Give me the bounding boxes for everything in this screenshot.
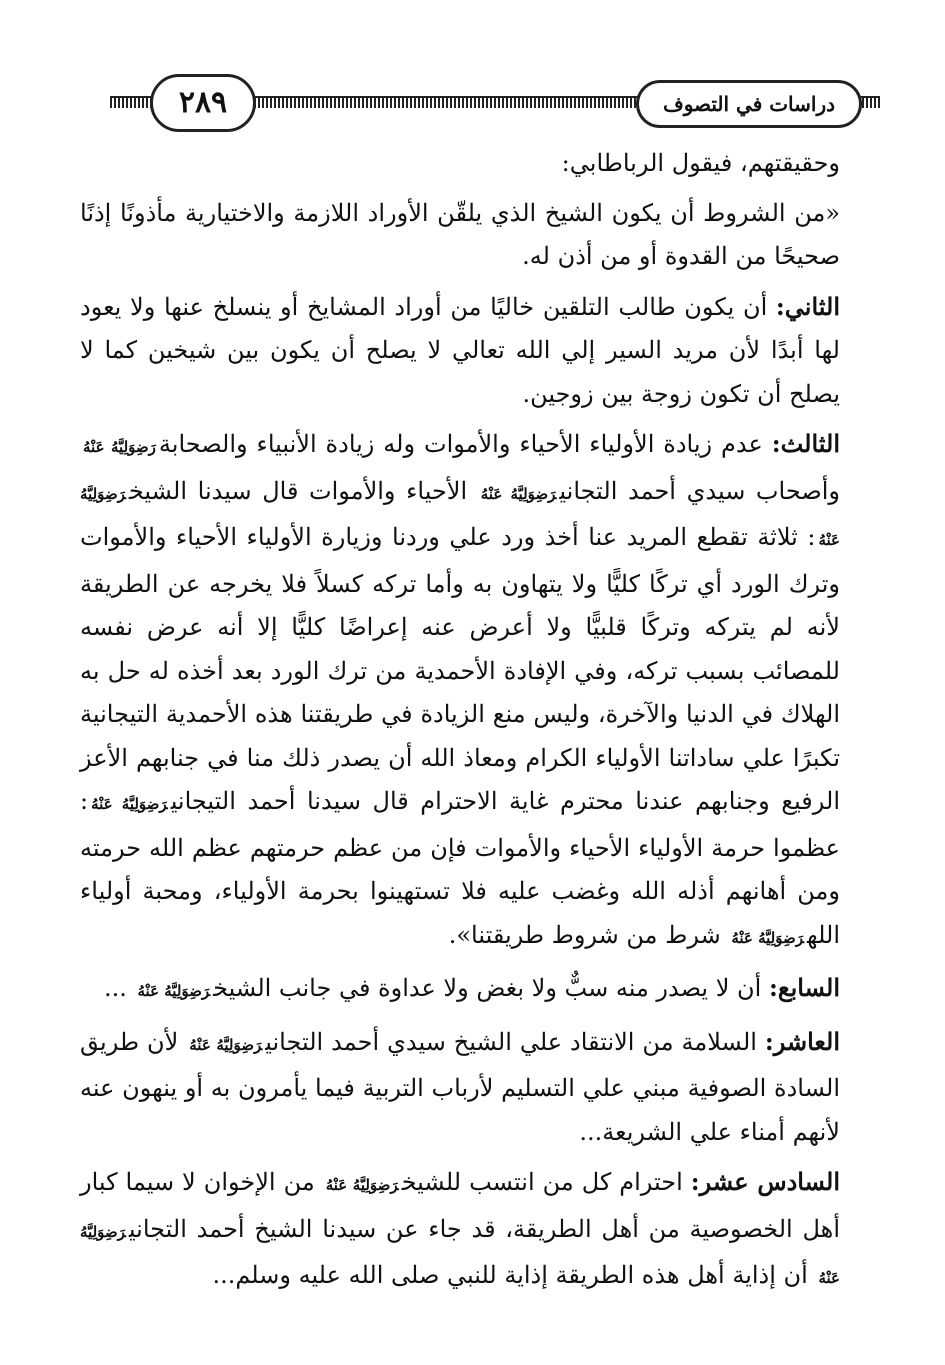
paragraph-text: الأحياء والأموات قال سيدنا الشيخ [128,476,478,505]
honorific-glyph: رَضِوَلِيَّهُ عَنْهُ [325,1176,399,1194]
running-title: دراسات في التصوف [636,80,862,128]
paragraph-text: وأصحاب سيدي أحمد التجاني [559,476,840,505]
condition-label: الثالث: [771,429,840,458]
paragraph-sixteenth-condition [80,1160,840,1301]
paragraph-tenth-condition [80,1020,840,1155]
condition-label: السادس عشر: [690,1167,841,1196]
condition-label: الثاني: [775,291,840,321]
honorific-glyph: رَضِوَلِيَّهُ عَنْهُ [83,438,156,456]
paragraph-second-condition [80,285,840,417]
paragraph-seventh-condition [80,966,840,1014]
honorific-glyph: رَضِوَلِيَّهُ عَنْهُ [731,928,804,947]
paragraph-text: شرط من شروط طريقتنا». [448,920,729,949]
page-body [80,142,840,1307]
honorific-glyph: رَضِوَلِيَّهُ عَنْهُ [137,982,211,1000]
paragraph-text: أن يكون طالب التلقين خاليًا من أوراد المشايخ أو ينسلخ عنها ولا يعود لها أبدًا لأن مريد السير إلي الله تعالي لا يصلح أن يكون بين شيخين كما لا يصلح أن تكون زوجة بين زوجين. [80,292,840,408]
paragraph-text: : ثلاثة تقطع المريد عنا أخذ ورد علي وردنا وزيارة الأولياء الأحياء والأموات وترك الورد أي تركًا كليًّا ولا يتهاون به وأما تركه كسلاً فلا يخرجه عن الطريقة لأنه لم يتركه وتركًا قلبيًّا ولا أعرض عنه إعراضًا كليًّا إلا أنه عرض نفسه للمصائب بسبب تركه، وفي الإفادة الأحمدية من ترك الورد بعد أخذه له حل به الهلاك في الدنيا والآخرة، وليس منع الزيادة في طريقتنا هذه الأحمدية التيجانية تكبرًا علي ساداتنا الأولياء الكرام ومعاذ الله أن يصدر ذلك منا في جنابهم الأعز الرفيع وجنابهم عندنا محترم غاية الاحترام قال سيدنا أحمد التيجاني [80,523,840,815]
page-header [110,70,880,134]
paragraph-text: : عظموا حرمة الأولياء الأحياء والأموات فإن من عظم حرمتهم عظم الله حرمته ومن أهانهم أذله الله وغضب عليه فلا تستهينوا بحرمة الأولياء، ومحبة أولياء الله [80,787,840,949]
paragraph-text: عدم زيادة الأولياء الأحياء والأموات وله زيادة الأنبياء والصحابة [158,430,772,458]
honorific-glyph: رَضِوَلِيَّهُ عَنْهُ [80,1222,840,1287]
paragraph-quote-first-condition [80,192,840,279]
condition-label: السابع: [768,973,840,1002]
paragraph-text: احترام كل من انتسب للشيخ [401,1168,691,1196]
paragraph-third-condition [80,422,840,960]
paragraph-text: لأن طريق السادة الصوفية مبني علي التسليم لأرباب التربية فيما يأمرون به أو ينهون عنه لأنهم أمناء علي الشريعة... [80,1027,840,1146]
paragraph-text: ... [104,974,135,1002]
honorific-glyph: رَضِوَلِيَّهُ عَنْهُ [80,484,840,549]
honorific-glyph: رَضِوَلِيَّهُ عَنْهُ [189,1035,263,1054]
condition-label: العاشر: [764,1026,840,1056]
honorific-glyph: رَضِوَلِيَّهُ عَنْهُ [480,484,557,503]
paragraph-intro [80,142,840,186]
paragraph-text: أن لا يصدر منه سبٌّ ولا بغض ولا عداوة في جانب الشيخ [213,974,769,1002]
page-number: ٢٨٩ [150,74,256,132]
paragraph-text: من الإخوان لا سيما كبار أهل الخصوصية من أهل الطريقة، قد جاء عن سيدنا الشيخ أحمد التجاني [80,1168,840,1243]
paragraph-text: السلامة من الانتقاد علي الشيخ سيدي أحمد التجاني [265,1027,765,1056]
paragraph-text: وحقيقتهم، فيقول الرباطابي: [561,149,840,177]
honorific-glyph: رَضِوَلِيَّهُ عَنْهُ [91,795,168,813]
paragraph-text: «من الشروط أن يكون الشيخ الذي يلقّن الأوراد اللازمة والاختيارية مأذونًا إذنًا صحيحًا من القدوة أو من أذن له. [80,198,840,270]
paragraph-text: أن إذاية أهل هذه الطريقة إذاية للنبي صلى الله عليه وسلم... [212,1261,816,1289]
